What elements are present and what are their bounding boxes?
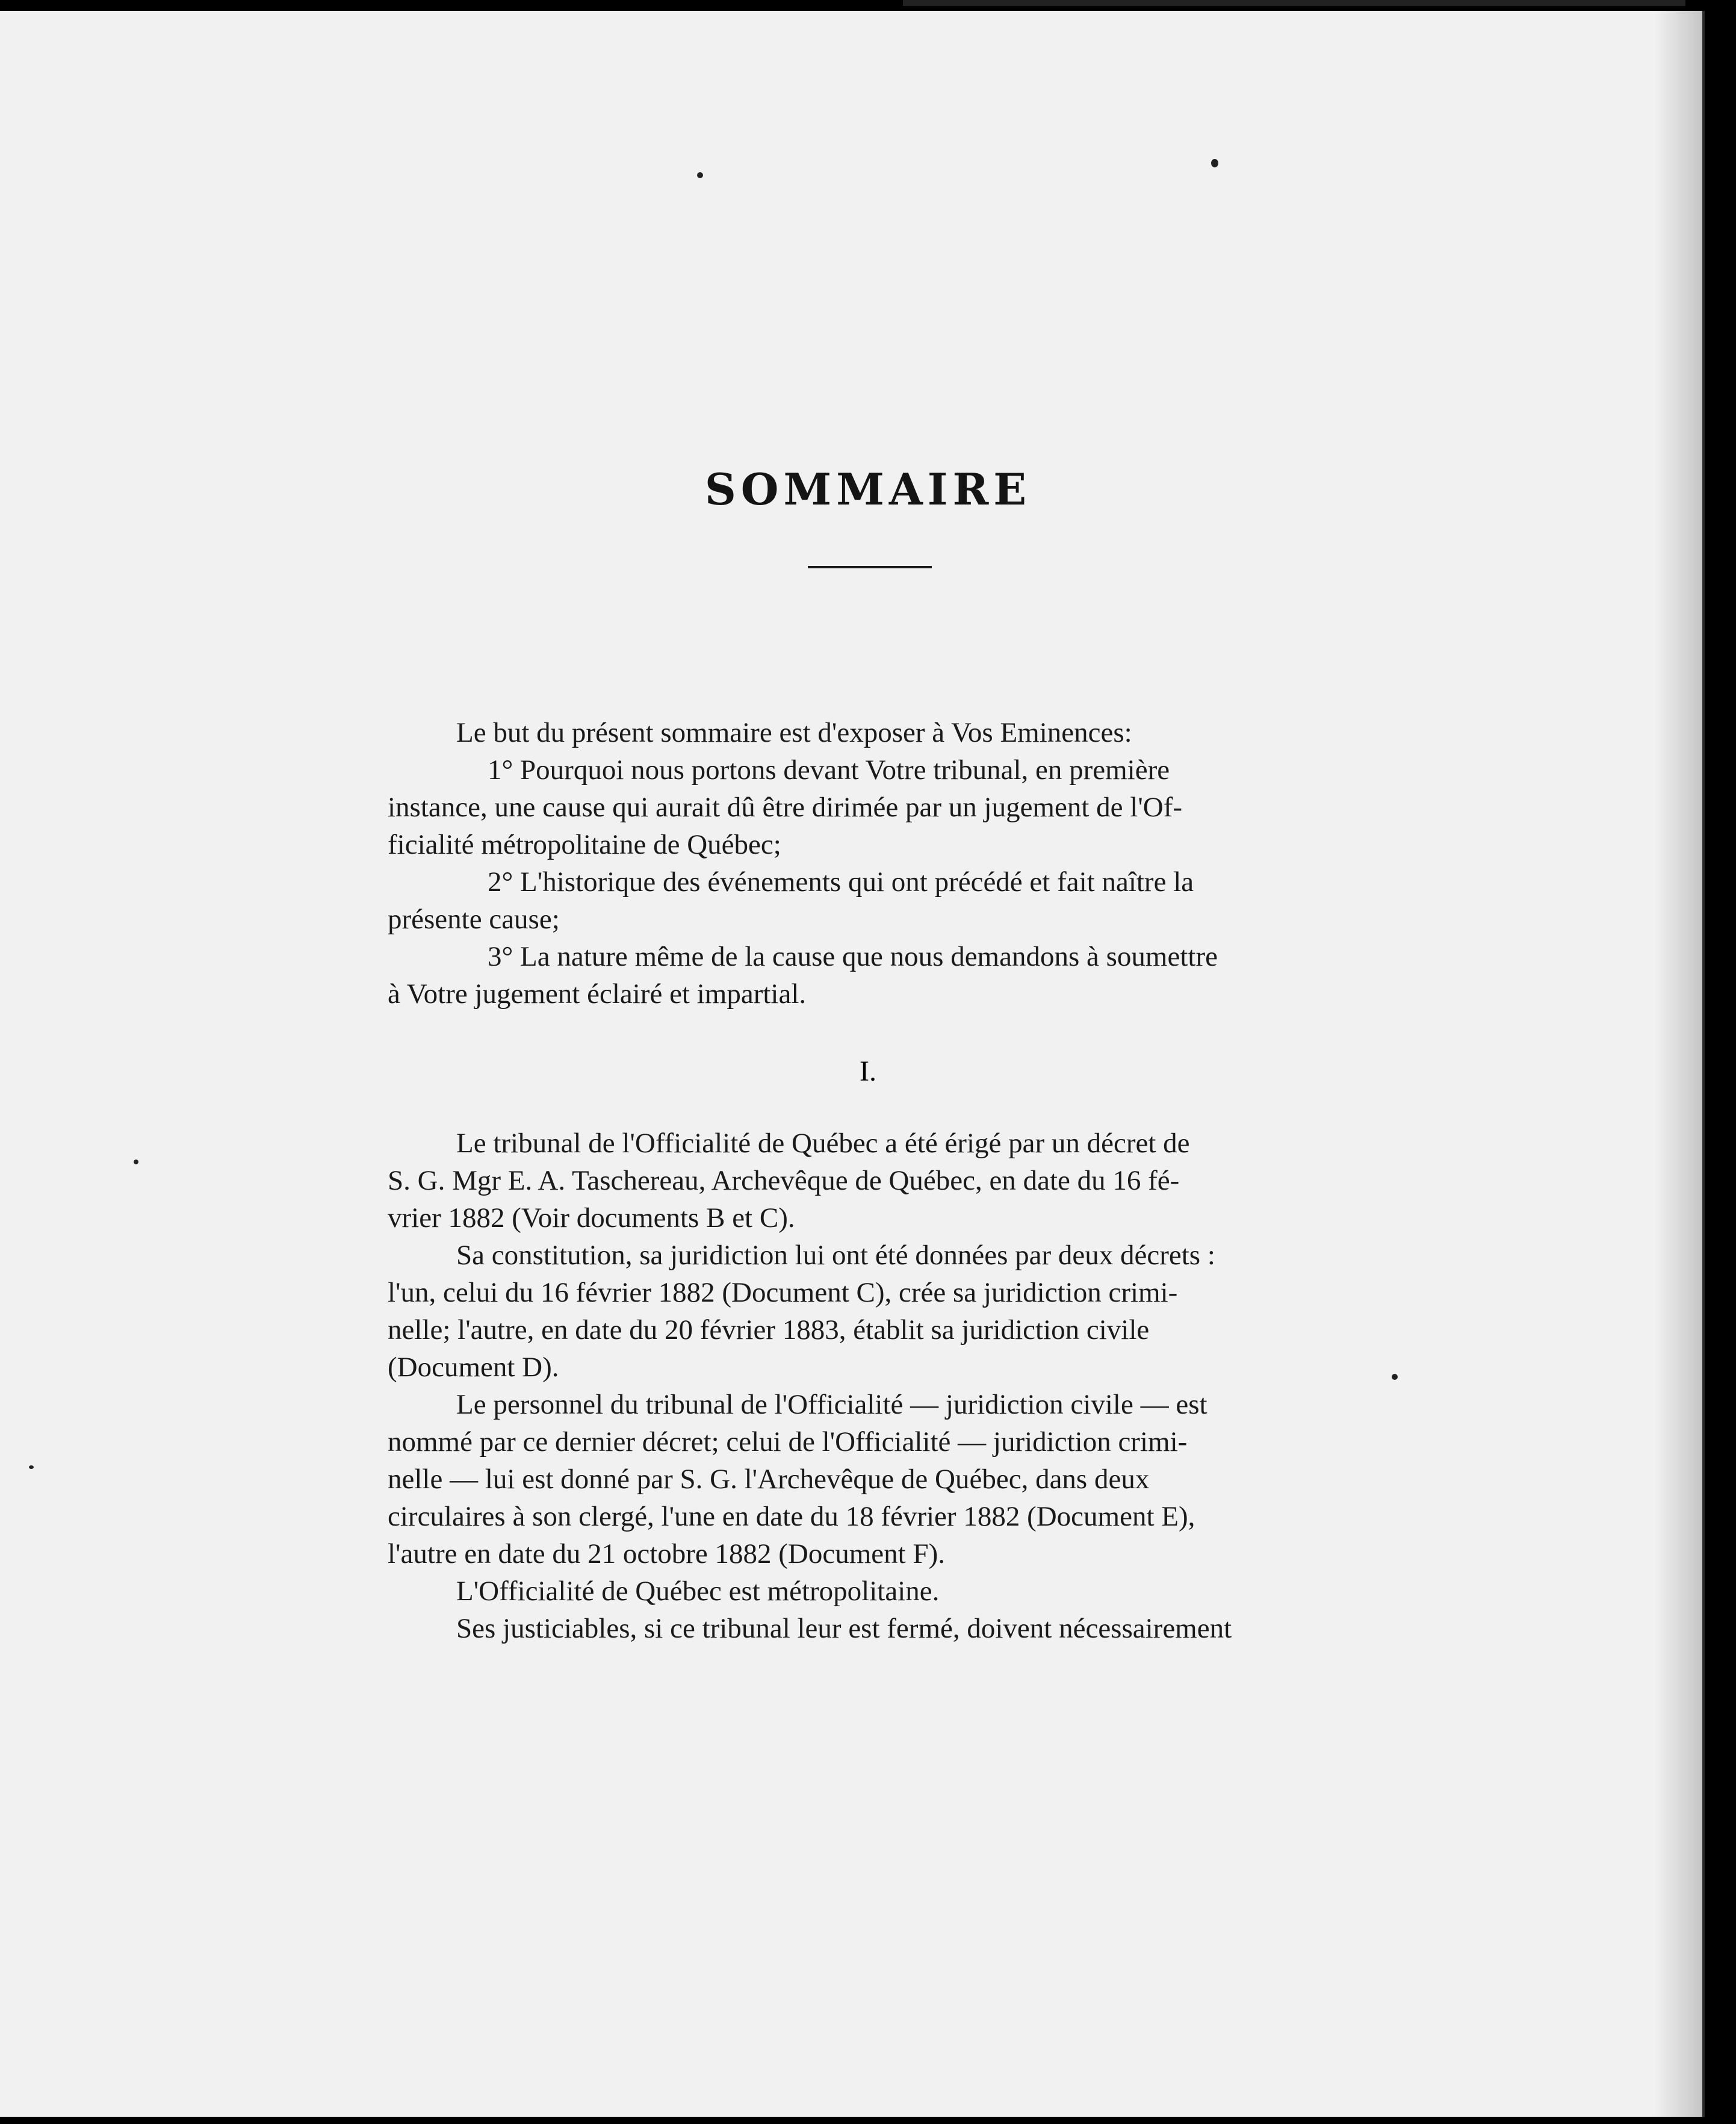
intro-line: présente cause; [388, 904, 560, 935]
section-line: Le personnel du tribunal de l'Officialité — juridiction civile — est [456, 1389, 1207, 1420]
section-line: S. G. Mgr E. A. Taschereau, Archevêque de Québec, en date du 16 fé- [388, 1165, 1180, 1196]
section-line: Sa constitution, sa juridiction lui ont été données par deux décrets : [456, 1240, 1215, 1271]
page-top-edge [903, 0, 1685, 6]
scan-speck [1392, 1374, 1398, 1380]
section-heading: I. [860, 1055, 876, 1087]
title-divider [808, 566, 932, 568]
intro-line: 3° La nature même de la cause que nous demandons à soumettre [488, 941, 1218, 972]
section-line: circulaires à son clergé, l'une en date du 18 février 1882 (Document E), [388, 1501, 1195, 1532]
intro-line: instance, une cause qui aurait dû être dirimée par un jugement de l'Of- [388, 792, 1183, 823]
section-line: (Document D). [388, 1352, 559, 1383]
scan-speck [697, 172, 703, 178]
intro-line: 2° L'historique des événements qui ont précédé et fait naître la [488, 866, 1194, 898]
page-title: SOMMAIRE [704, 464, 1032, 515]
section-line: l'autre en date du 21 octobre 1882 (Document F). [388, 1538, 946, 1570]
section-line: vrier 1882 (Voir documents B et C). [388, 1202, 795, 1234]
intro-line: ficialité métropolitaine de Québec; [388, 829, 781, 860]
section-line: l'un, celui du 16 février 1882 (Document C), crée sa juridiction crimi- [388, 1277, 1178, 1308]
scan-speck [29, 1465, 34, 1469]
intro-line: 1° Pourquoi nous portons devant Votre tribunal, en première [488, 754, 1170, 786]
section-line: Le tribunal de l'Officialité de Québec a été érigé par un décret de [456, 1128, 1190, 1159]
section-line: L'Officialité de Québec est métropolitaine. [456, 1576, 940, 1607]
intro-line: Le but du présent sommaire est d'exposer à Vos Eminences: [456, 717, 1132, 748]
section-line: nelle — lui est donné par S. G. l'Archevêque de Québec, dans deux [388, 1464, 1150, 1495]
scan-speck [1211, 159, 1218, 167]
section-line: nommé par ce dernier décret; celui de l'Officialité — juridiction crimi- [388, 1426, 1188, 1458]
section-line: nelle; l'autre, en date du 20 février 1883, établit sa juridiction civile [388, 1314, 1150, 1346]
scan-speck [134, 1160, 138, 1164]
intro-line: à Votre jugement éclairé et impartial. [388, 978, 807, 1010]
section-line: Ses justiciables, si ce tribunal leur est fermé, doivent nécessairement [456, 1613, 1232, 1644]
